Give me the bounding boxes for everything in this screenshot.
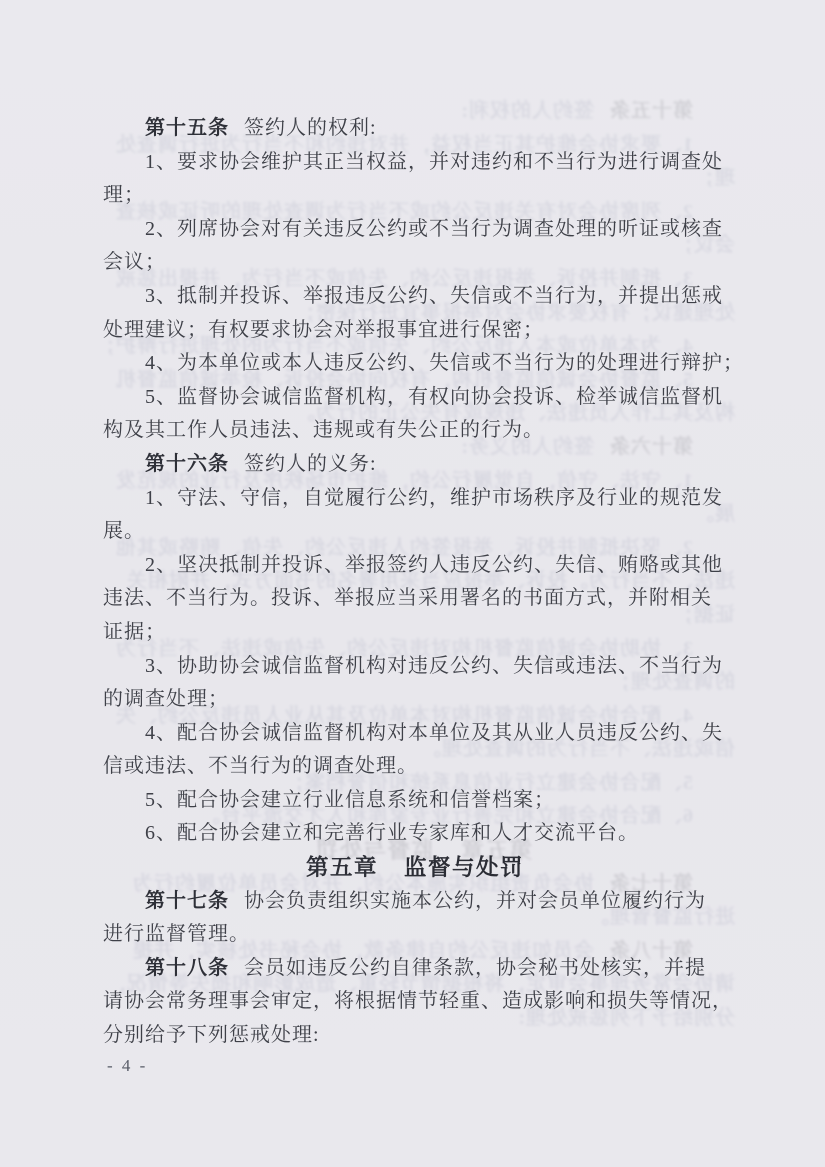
chapter-number: 第五章 <box>305 855 378 881</box>
article-number: 第十五条 <box>145 117 229 139</box>
text-line <box>103 549 727 583</box>
line-text: 进行监督管理。 <box>103 923 250 946</box>
text-line <box>103 246 727 280</box>
text-line <box>103 146 727 180</box>
text-line <box>103 347 744 381</box>
line-text: 4、配合协会诚信监督机构对本单位及其从业人员违反公约、失 <box>145 721 723 744</box>
line-text: 6、配合协会建立和完善行业专家库和人才交流平台。 <box>145 822 639 845</box>
text-line <box>103 414 727 448</box>
text-line <box>103 985 733 1019</box>
text-line <box>103 952 727 986</box>
line-text: 构及其工作人员违法、违规或有失公正的行为。 <box>103 419 544 442</box>
line-text: 1、要求协会维护其正当权益，并对违约和不当行为进行调查处 <box>145 150 723 173</box>
text-line <box>103 280 727 314</box>
text-line <box>103 112 727 146</box>
line-text: 分别给予下列惩戒处理: <box>103 1024 320 1047</box>
article-number: 第十七条 <box>145 889 229 912</box>
article-number: 第十六条 <box>145 452 229 475</box>
text-line <box>103 817 727 851</box>
article-number: 第十八条 <box>145 956 229 979</box>
line-text: 4、为本单位或本人违反公约、失信或不当行为的处理进行辩护； <box>145 352 744 375</box>
text-line <box>103 582 727 616</box>
page-number: - 4 - <box>107 1056 148 1075</box>
text-line <box>103 381 727 415</box>
line-text: 5、监督协会诚信监督机构，有权向协会投诉、检举诚信监督机 <box>145 385 723 408</box>
text-line <box>103 1019 727 1053</box>
text-line <box>103 717 727 751</box>
line-text: 会员如违反公约自律条款，协会秘书处核实，并提 <box>244 956 706 979</box>
line-text: 2、坚决抵制并投诉、举报签约人违反公约、失信、贿赂或其他 <box>145 553 723 576</box>
text-line <box>103 482 727 516</box>
line-text: 理； <box>103 184 145 207</box>
line-text: 1、守法、守信，自觉履行公约，维护市场秩序及行业的规范发 <box>145 486 723 509</box>
chapter-title: 监督与处罚 <box>404 855 525 881</box>
chapter-heading <box>103 851 727 885</box>
page-bleedthrough: 第十五条签约人的权利: 1、要求协会维护其正当权益，并对违约和不当行为进行调查处 理； 2、列席协会对有关违反公约或不当行为调查处理的听证或核查 会议； 3、抵制并投诉、举报违反公约、失信或不当行为，并提出惩戒 处理建议；有权要求协会对举报事宜进行保密； 4、为本单位或本人违反公约、失信或不当行为的处理进行辩护； 5、监督协会诚信监督机构，有权向协会投诉、检举诚信监督机 构及其工作人员违法、违规或有失公正的行为。 第十六条签约人的义务: 1、守法、守信，自觉履行公约，维护市场秩序及行业的规范发 展。 2、坚决抵制并投诉、举报签约人违反公约、失信、贿赂或其他 违法、不当行为。投诉、举报应当采用署名的书面方式，并附相关 证据； 3、协助协会诚信监督机构对违反公约、失信或违法、不当行为 的调查处理； 4、配合协会诚信监督机构对本单位及其从业人员违反公约、失 信或违法、不当行为的调查处理。 5、配合协会建立行业信息系统和信誉档案； 6、配合协会建立和完善行业专家库和人才交流平台。 第五章监督与处罚 第十七条协会负责组织实施本公约，并对会员单位履约行为 进行监督管理。 第十八条会员如违反公约自律条款，协会秘书处核实，并提 请协会常务理事会审定，将根据情节轻重、造成影响和损失等情况， 分别给予下列惩戒处理: <box>94 100 735 1030</box>
text-line <box>103 918 727 952</box>
line-text: 处理建议；有权要求协会对举报事宜进行保密； <box>103 318 544 341</box>
text-line <box>103 784 727 818</box>
line-text: 协会负责组织实施本公约，并对会员单位履约行为 <box>244 889 706 912</box>
text-line <box>103 885 727 919</box>
line-text: 3、抵制并投诉、举报违反公约、失信或不当行为，并提出惩戒 <box>145 284 723 307</box>
text-line <box>103 650 727 684</box>
line-text: 违法、不当行为。投诉、举报应当采用署名的书面方式，并附相关 <box>103 587 712 610</box>
line-text: 证据； <box>103 620 166 643</box>
line-text: 的调查处理； <box>103 688 229 711</box>
line-text: 2、列席协会对有关违反公约或不当行为调查处理的听证或核查 <box>145 217 723 240</box>
document-content <box>103 112 744 1053</box>
line-text: 签约人的权利: <box>244 117 377 139</box>
line-text: 信或违法、不当行为的调查处理。 <box>103 755 418 778</box>
line-text: 请协会常务理事会审定，将根据情节轻重、造成影响和损失等情况， <box>103 990 733 1013</box>
text-line <box>103 179 727 213</box>
text-line <box>103 448 727 482</box>
line-text: 会议； <box>103 251 166 274</box>
line-text: 签约人的义务: <box>244 452 377 475</box>
line-text: 3、协助协会诚信监督机构对违反公约、失信或违法、不当行为 <box>145 654 723 677</box>
line-text: 展。 <box>103 520 145 543</box>
text-line <box>103 515 727 549</box>
text-line <box>103 616 727 650</box>
text-line <box>103 314 727 348</box>
text-line <box>103 750 727 784</box>
text-line <box>103 683 727 717</box>
line-text: 5、配合协会建立行业信息系统和信誉档案； <box>145 788 555 811</box>
text-line <box>103 213 727 247</box>
